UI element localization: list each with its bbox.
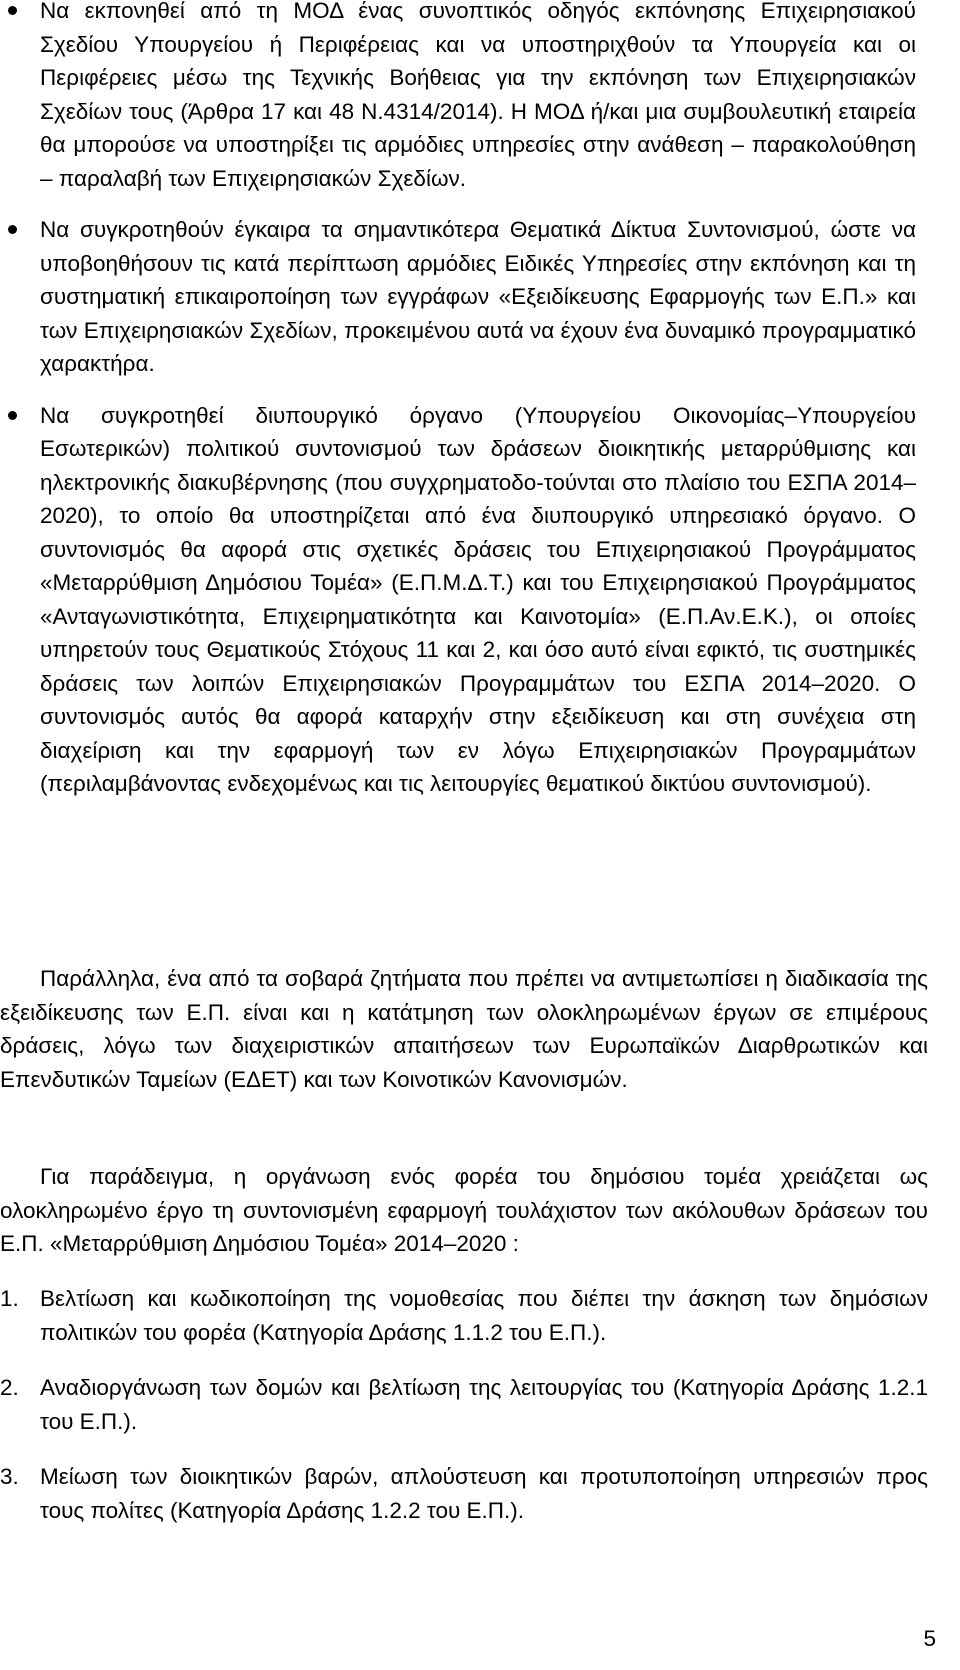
item-number: 3.	[0, 1464, 19, 1489]
item-number: 1.	[0, 1286, 19, 1311]
item-text: Βελτίωση και κωδικοποίηση της νομοθεσίας που διέπει την άσκηση των δημόσιων πολιτικών του φορέα (Κατηγορία Δράσης 1.1.2 του Ε.Π.).	[40, 1286, 928, 1345]
bullet-icon	[8, 411, 17, 420]
page-number: 5	[923, 1626, 936, 1651]
bullet-item	[0, 213, 916, 381]
bullet-text: Να εκπονηθεί από τη ΜΟΔ ένας συνοπτικός οδηγός εκπόνησης Επιχειρησιακού Σχεδίου Υπουργείου ή Περιφέρειας και να υποστηριχθούν τα Υπουργεία και οι Περιφέρειες μέσω της Τεχνικής Βοήθειας για την εκπόνηση των Επιχειρησιακών Σχεδίων τους (Άρθρα 17 και 48 Ν.4314/2014). Η ΜΟΔ ή/και μια συμβουλευτική εταιρεία θα μπορούσε να υποστηρίξει τις αρμόδιες υπηρεσίες στην ανάθεση – παρακολούθηση – παραλαβή των Επιχειρησιακών Σχεδίων.	[40, 0, 916, 191]
bullet-text: Να συγκροτηθεί διυπουργικό όργανο (Υπουργείου Οικονομίας–Υπουργείου Εσωτερικών) πολιτικού συντονισμού των δράσεων διοικητικής μεταρρύθμισης και ηλεκτρονικής διακυβέρνησης (που συγχρηματοδο-τούνται στο πλαίσιο του ΕΣΠΑ 2014–2020), το οποίο θα υποστηρίζεται από ένα διυπουργικό υπηρεσιακό όργανο. Ο συντονισμός θα αφορά στις σχετικές δράσεις του Επιχειρησιακού Προγράμματος «Μεταρρύθμιση Δημόσιου Τομέα» (Ε.Π.Μ.Δ.Τ.) και του Επιχειρησιακού Προγράμματος «Ανταγωνιστικότητα, Επιχειρηματικότητα και Καινοτομία» (Ε.Π.Αν.Ε.Κ.), οι οποίες υπηρετούν τους Θεματικούς Στόχους 11 και 2, και όσο αυτό είναι εφικτό, τις συστημικές δράσεις των λοιπών Επιχειρησιακών Προγραμμάτων του ΕΣΠΑ 2014–2020. Ο συντονισμός αυτός θα αφορά καταρχήν στην εξειδίκευση και στη συνέχεια στη διαχείριση και την εφαρμογή των εν λόγω Επιχειρησιακών Προγραμμάτων (περιλαμβάνοντας ενδεχομένως και τις λειτουργίες θεματικού δικτύου συντονισμού).	[40, 402, 916, 796]
numbered-item	[0, 1371, 928, 1438]
item-number: 2.	[0, 1375, 19, 1400]
bullet-icon	[8, 225, 17, 234]
body-paragraph: Για παράδειγμα, η οργάνωση ενός φορέα του δημόσιου τομέα χρειάζεται ως ολοκληρωμένο έργο τη συντονισμένη εφαρμογή τουλάχιστον των ακόλουθων δράσεων του Ε.Π. «Μεταρρύθμιση Δημόσιου Τομέα» 2014–2020 :	[0, 1164, 928, 1256]
item-text: Μείωση των διοικητικών βαρών, απλούστευση και προτυποποίηση υπηρεσιών προς τους πολίτες (Κατηγορία Δράσης 1.2.2 του Ε.Π.).	[40, 1464, 928, 1523]
item-text: Αναδιοργάνωση των δομών και βελτίωση της λειτουργίας του (Κατηγορία Δράσης 1.2.1 του Ε.Π.).	[40, 1375, 928, 1434]
numbered-list	[0, 1282, 928, 1527]
bullet-item	[0, 0, 916, 195]
numbered-item	[0, 1282, 928, 1349]
body-paragraph: Παράλληλα, ένα από τα σοβαρά ζητήματα που πρέπει να αντιμετωπίσει η διαδικασία της εξειδίκευσης των Ε.Π. είναι και η κατάτμηση των ολοκληρωμένων έργων σε επιμέρους δράσεις, λόγω των διαχειριστικών απαιτήσεων των Ευρωπαϊκών Διαρθρωτικών και Επενδυτικών Ταμείων (ΕΔΕΤ) και των Κοινοτικών Κανονισμών.	[0, 966, 928, 1092]
numbered-item	[0, 1460, 928, 1527]
bullet-text: Να συγκροτηθούν έγκαιρα τα σημαντικότερα Θεματικά Δίκτυα Συντονισμού, ώστε να υποβοηθήσουν τις κατά περίπτωση αρμόδιες Ειδικές Υπηρεσίες στην εκπόνηση και τη συστηματική επικαιροποίηση των εγγράφων «Εξειδίκευσης Εφαρμογής των Ε.Π.» και των Επιχειρησιακών Σχεδίων, προκειμένου αυτά να έχουν ένα δυναμικό προγραμματικό χαρακτήρα.	[40, 217, 916, 376]
bullet-list	[0, 0, 960, 801]
bullet-item	[0, 399, 916, 801]
bullet-icon	[8, 6, 17, 15]
